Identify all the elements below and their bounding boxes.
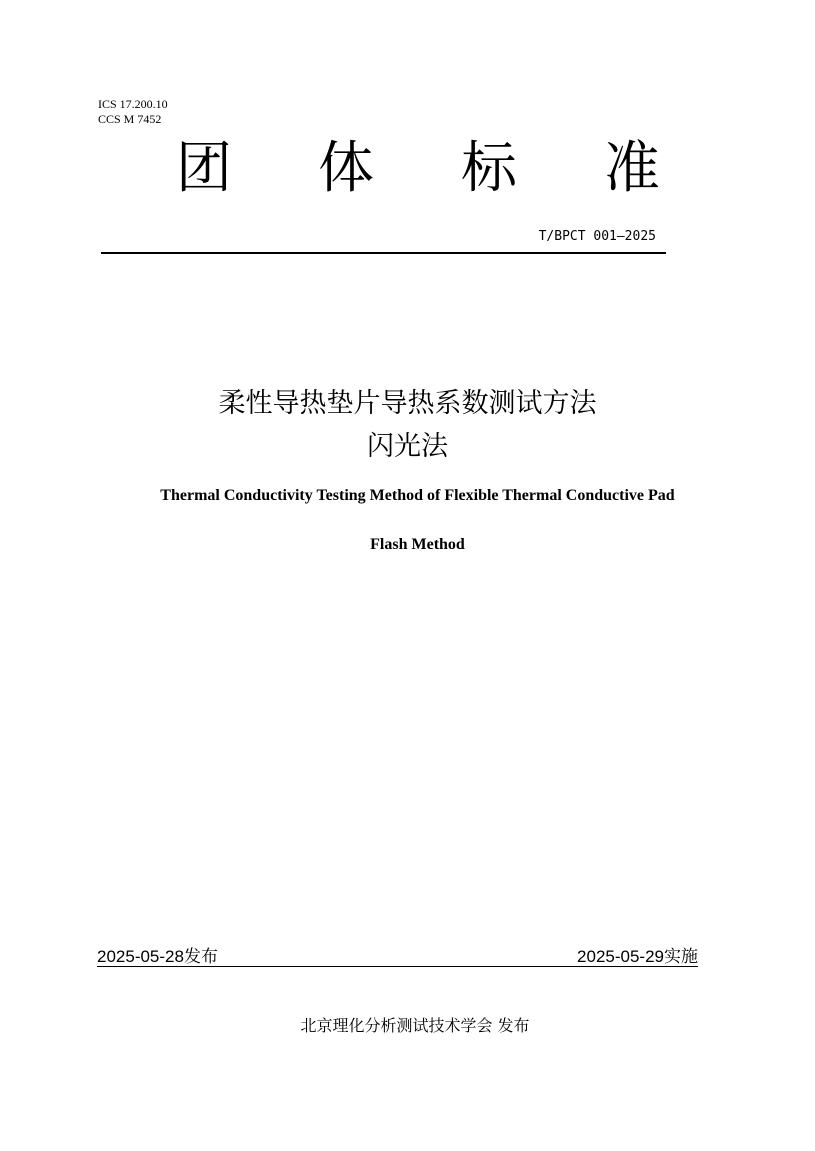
ics-code: ICS 17.200.10 <box>98 97 168 111</box>
english-title-line-1: Thermal Conductivity Testing Method of Flexible Thermal Conductive Pad <box>160 487 675 504</box>
header-divider <box>101 252 666 254</box>
doc-type-char-1: 团 <box>176 136 232 201</box>
ccs-code: CCS M 7452 <box>98 112 162 126</box>
standard-number: T/BPCT 001—2025 <box>538 229 656 244</box>
chinese-title-line-2: 闪光法 <box>367 431 448 462</box>
footer-divider <box>97 966 698 967</box>
issue-date: 2025-05-28发布 <box>97 947 218 966</box>
implementation-date: 2025-05-29实施 <box>577 947 698 966</box>
doc-type-char-3: 标 <box>461 136 517 201</box>
doc-type-char-2: 体 <box>318 136 374 201</box>
publisher: 北京理化分析测试技术学会 发布 <box>300 1016 530 1035</box>
doc-type-char-4: 准 <box>604 136 660 201</box>
chinese-title-line-1: 柔性导热垫片导热系数测试方法 <box>218 388 597 419</box>
english-title-line-2: Flash Method <box>370 536 465 553</box>
